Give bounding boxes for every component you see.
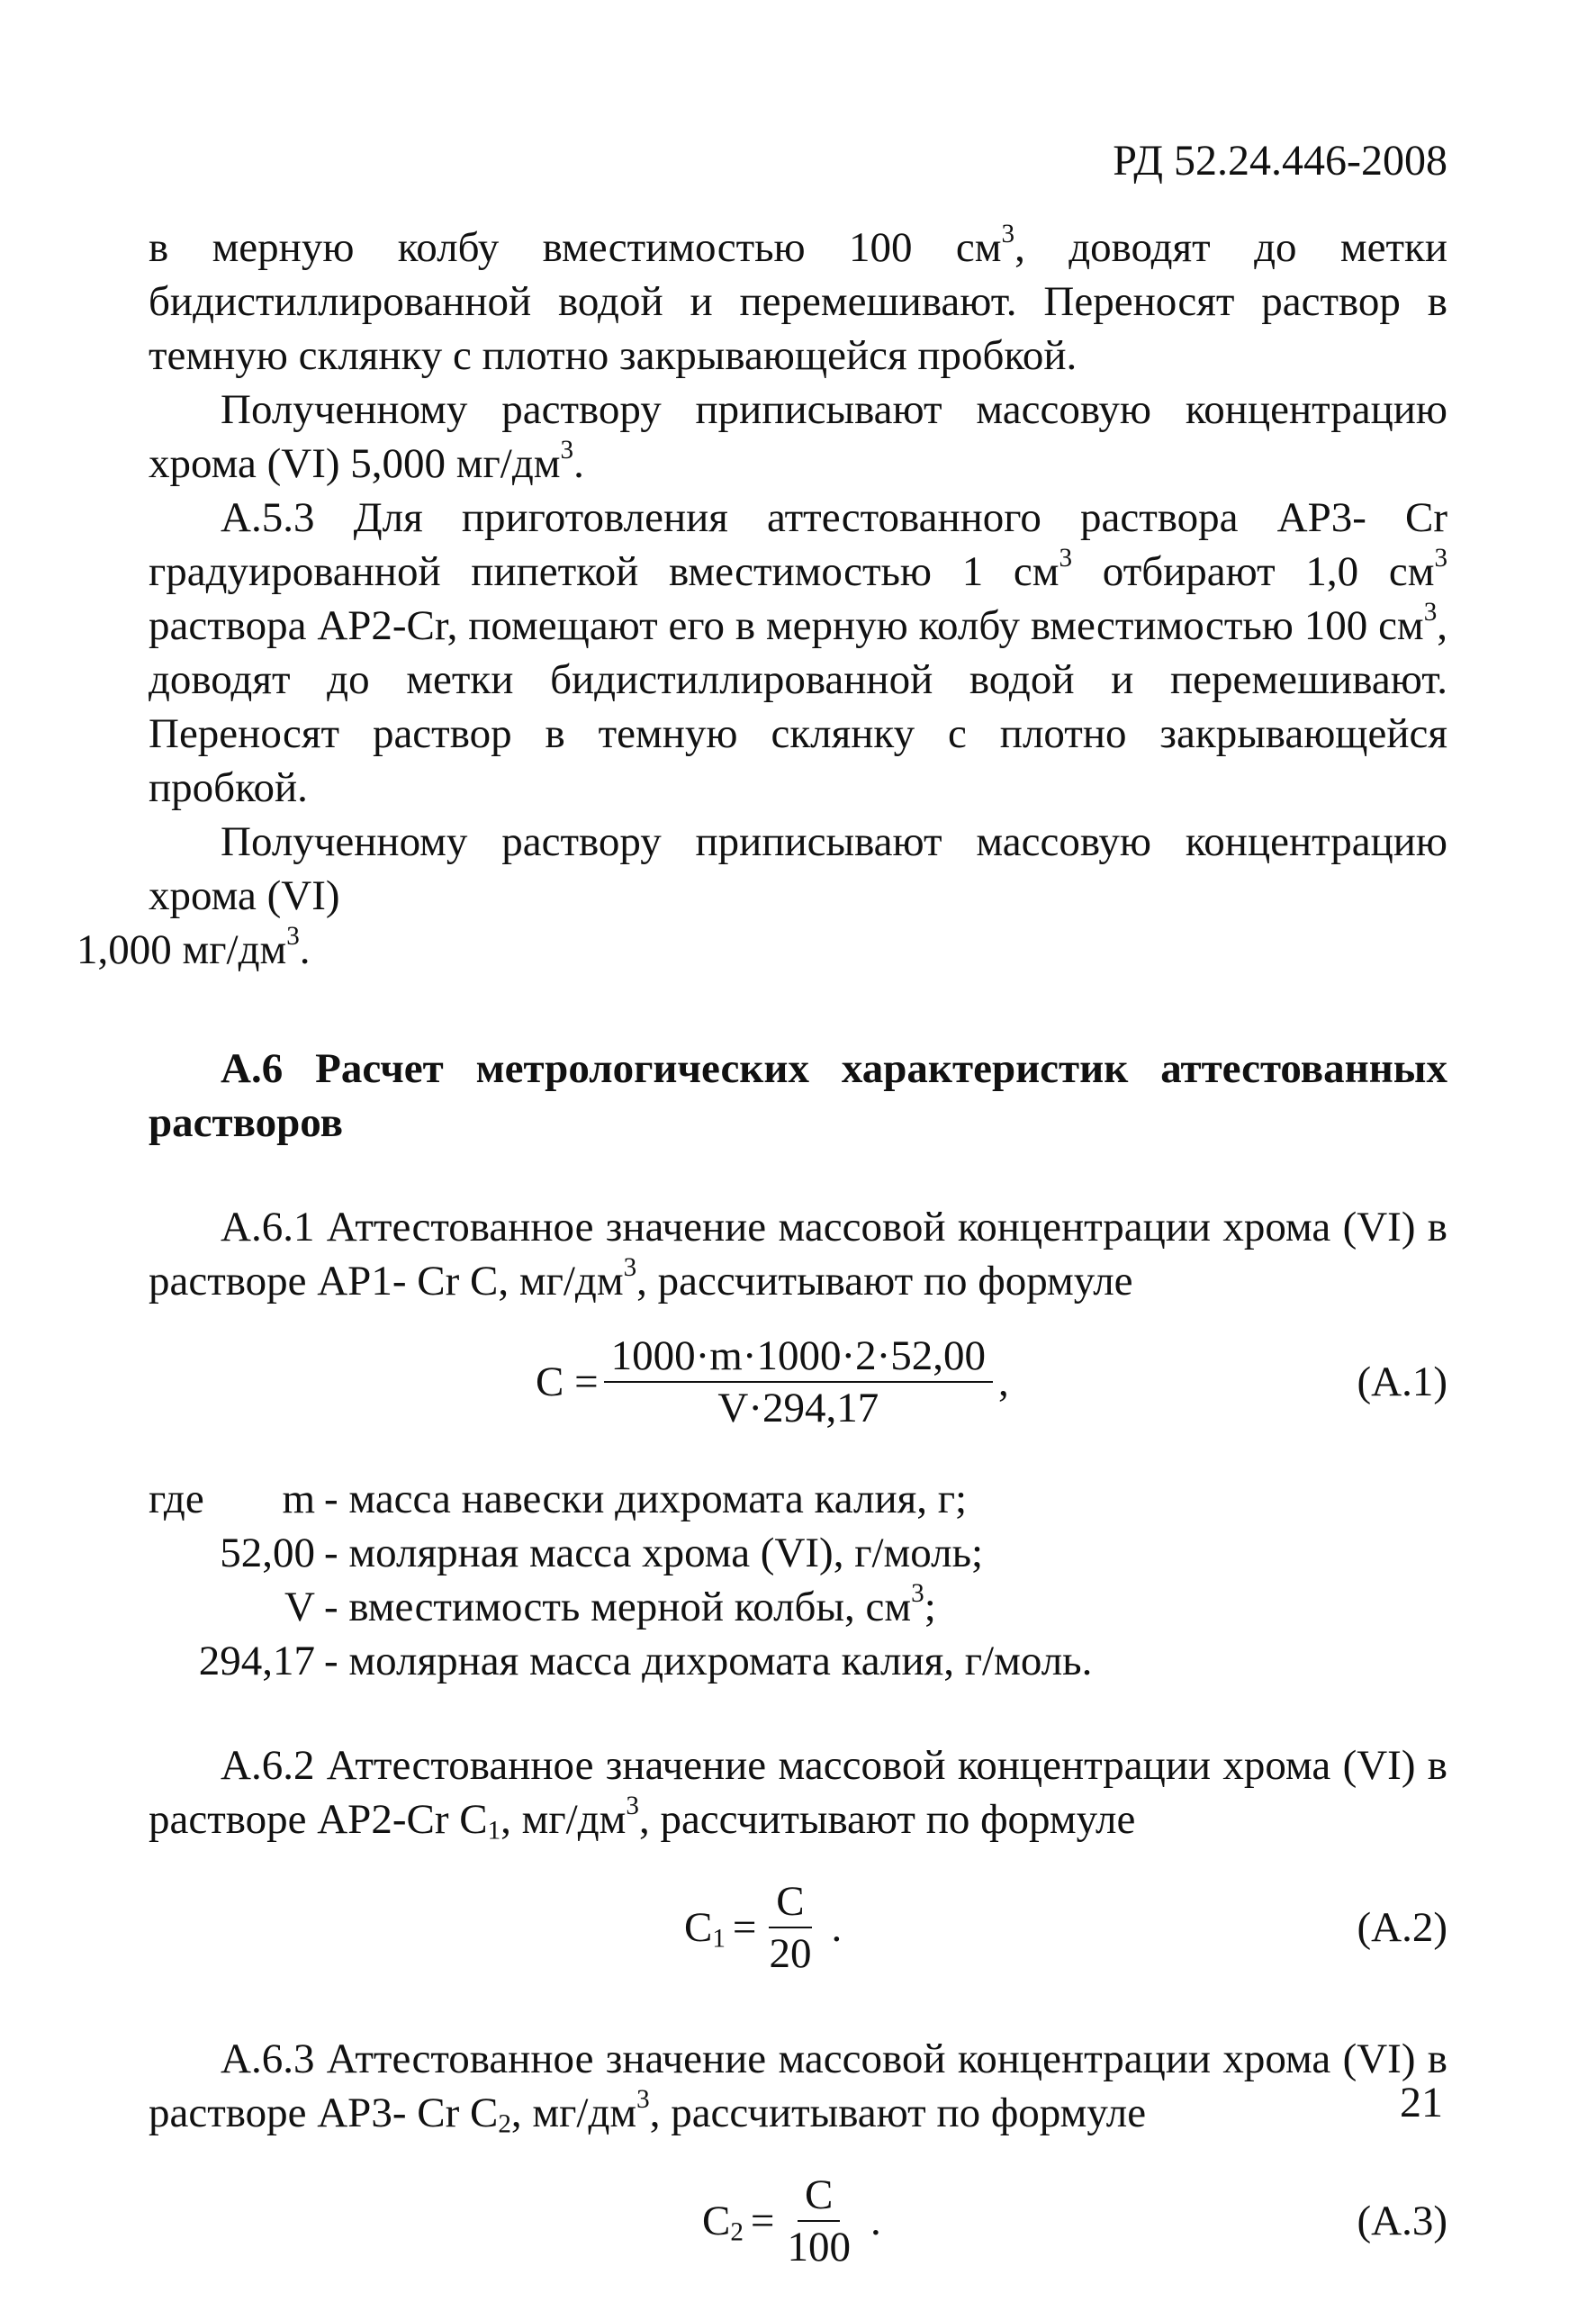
formula-lhs: $С_1$ <box>684 1904 726 1954</box>
formula-number: (А.3) <box>1357 2198 1447 2244</box>
legend-row <box>149 1634 1447 1688</box>
paragraph-continuation: в мерную колбу вместимостью 100 $см^3$, доводят до метки бидистиллированной водой и перемешивают. Переносят раствор в темную склянку с плотно закрывающейся пробкой. <box>149 220 1447 379</box>
formula-trail: . <box>870 2198 881 2244</box>
formula-a-2 <box>149 1873 1447 1982</box>
variable-legend <box>149 1472 1447 1688</box>
document-code: РД 52.24.446-2008 <box>1113 137 1447 185</box>
formula-numerator: 1000·m·1000·2·52,00 <box>604 1332 993 1383</box>
legend-row <box>149 1580 1447 1634</box>
formula-numerator: С <box>798 2171 840 2222</box>
legend-row <box>149 1526 1447 1580</box>
legend-prefix: где <box>149 1476 204 1522</box>
paragraph-a-6-1: А.6.1 Аттестованное значение массовой концентрации хрома (VI) в растворе АР1- Cr С, $мг/дм^3$, рассчитывают по формуле <box>149 1204 1447 1304</box>
formula-number: (А.1) <box>1357 1359 1447 1405</box>
formula-trail: . <box>831 1904 843 1951</box>
formula-fraction <box>762 1878 818 1977</box>
formula-a-1 <box>149 1328 1447 1436</box>
paragraph-a-6-2: А.6.2 Аттестованное значение массовой концентрации хрома (VI) в растворе АР2-Cr $С_1$, $мг/дм^3$, рассчитывают по формуле <box>149 1742 1447 1846</box>
formula-fraction <box>780 2171 858 2270</box>
formula-fraction <box>604 1332 993 1431</box>
legend-symbol: V <box>284 1584 315 1630</box>
formula-lhs: С = <box>536 1359 599 1405</box>
legend-symbol: m <box>282 1476 315 1522</box>
page-number: 21 <box>1400 2079 1443 2126</box>
concentration-value: 1,000 $мг/дм^3$. <box>77 922 311 973</box>
formula-a-3 <box>149 2167 1447 2275</box>
formula-trail: , <box>998 1359 1009 1405</box>
formula-equals: = <box>732 1904 757 1951</box>
formula-lhs: $С_2$ <box>702 2198 744 2247</box>
paragraph-concentration-5: Полученному раствору приписывают массовую концентрацию хрома (VI) 5,000 $мг/дм^3$. <box>149 386 1447 487</box>
document-body <box>77 220 1448 2311</box>
section-heading-a-6: А.6 Расчет метрологических характеристик аттестованных растворов <box>149 1045 1447 1146</box>
formula-denominator: 20 <box>769 1930 812 1977</box>
legend-text: - вместимость мерной колбы, $см^3$; <box>324 1579 936 1630</box>
paragraph-concentration-1: Полученному раствору приписывают массовую концентрацию хрома (VI) 1,000 $мг/дм^3$. <box>149 815 1447 977</box>
formula-number: (А.2) <box>1357 1904 1447 1951</box>
legend-symbol: 52,00 <box>220 1530 315 1576</box>
legend-row <box>149 1472 1447 1526</box>
formula-denominator: 100 <box>787 2224 851 2270</box>
formula-numerator: С <box>769 1878 811 1928</box>
paragraph-a-5-3: А.5.3 Для приготовления аттестованного раствора АР3- Cr градуированной пипеткой вместимостью 1 $см^3$ отбирают 1,0 $см^3$ раствора АР2-Cr, помещают его в мерную колбу вместимостью 100 $см^3$, доводят до метки бидистиллированной водой и перемешивают. Переносят раствор в темную склянку с плотно закрывающейся пробкой. <box>149 494 1448 811</box>
legend-text: - масса навески дихромата калия, г; <box>324 1476 968 1522</box>
formula-equals: = <box>750 2198 775 2244</box>
paragraph-a-6-3: А.6.3 Аттестованное значение массовой концентрации хрома (VI) в растворе АР3- Cr $С_2$, $мг/дм^3$, рассчитывают по формуле <box>149 2036 1447 2139</box>
legend-text: - молярная масса дихромата калия, г/моль. <box>324 1638 1093 1684</box>
legend-symbol: 294,17 <box>198 1638 315 1684</box>
legend-text: - молярная масса хрома (VI), г/моль; <box>324 1530 984 1576</box>
formula-denominator: V·294,17 <box>717 1385 879 1431</box>
